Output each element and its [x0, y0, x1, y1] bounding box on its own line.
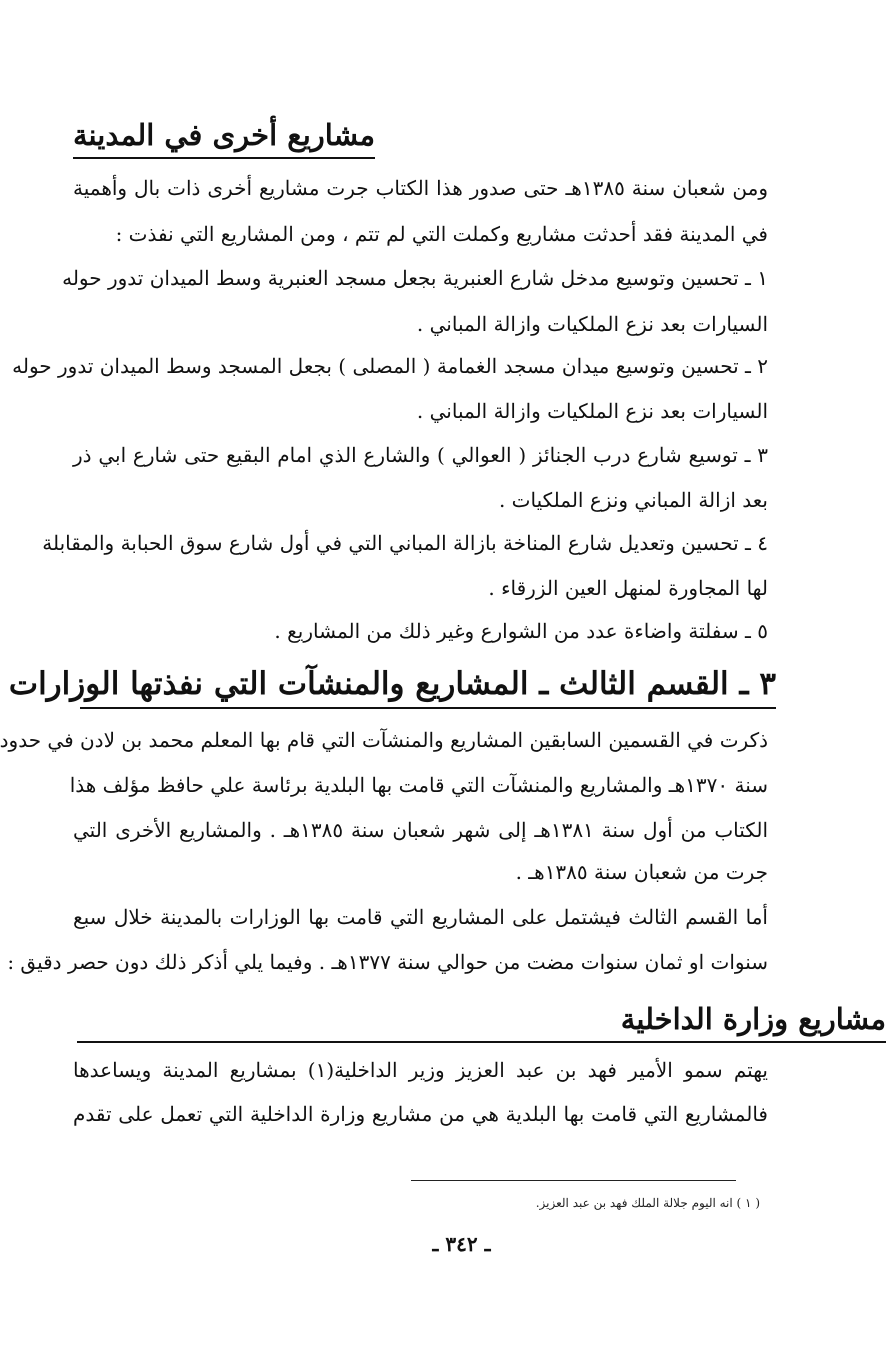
text-line: جرت من شعبان سنة ١٣٨٥هـ .	[515, 860, 768, 884]
text-line: سنة ١٣٧٠هـ والمشاريع والمنشآت التي قامت بها البلدية برئاسة علي حافظ مؤلف هذا	[69, 773, 768, 797]
section-heading-part-three: ٣ ـ القسم الثالث ـ المشاريع والمنشآت التي نفذتها الوزارات	[80, 666, 776, 709]
list-item: ٢ ـ تحسين وتوسيع ميدان مسجد الغمامة ( المصلى ) بجعل المسجد وسط الميدان تدور حوله	[12, 354, 768, 378]
text-line: ذكرت في القسمين السابقين المشاريع والمنشآت التي قام بها المعلم محمد بن لادن في حدود	[0, 728, 768, 752]
list-item-continuation: بعد ازالة المباني ونزع الملكيات .	[498, 488, 768, 512]
list-item: ٤ ـ تحسين وتعديل شارع المناخة بازالة المباني التي في أول شارع سوق الحبابة والمقابلة	[42, 531, 768, 555]
list-item: ٣ ـ توسيع شارع درب الجنائز ( العوالي ) والشارع الذي امام البقيع حتى شارع ابي ذر	[73, 443, 768, 467]
text-line: فالمشاريع التي قامت بها البلدية هي من مشاريع وزارة الداخلية التي تعمل على تقدم	[73, 1102, 768, 1126]
list-item-continuation: السيارات بعد نزع الملكيات وازالة المباني .	[416, 312, 768, 336]
section-heading-other-projects: مشاريع أخرى في المدينة	[73, 118, 375, 159]
text-line: يهتم سمو الأمير فهد بن عبد العزيز وزير الداخلية(١) بمشاريع المدينة ويساعدها	[73, 1058, 769, 1082]
list-item: ١ ـ تحسين وتوسيع مدخل شارع العنبرية بجعل مسجد العنبرية وسط الميدان تدور حوله	[62, 266, 768, 290]
text-line: الكتاب من أول سنة ١٣٨١هـ إلى شهر شعبان سنة ١٣٨٥هـ . والمشاريع الأخرى التي	[73, 818, 769, 842]
page-number: ـ ٣٤٢ ـ	[432, 1232, 491, 1256]
text-line: ومن شعبان سنة ١٣٨٥هـ حتى صدور هذا الكتاب جرت مشاريع أخرى ذات بال وأهمية	[73, 176, 768, 200]
footnote-divider	[411, 1180, 736, 1181]
list-item-continuation: السيارات بعد نزع الملكيات وازالة المباني .	[416, 399, 768, 423]
text-line: سنوات او ثمان سنوات مضت من حوالي سنة ١٣٧٧هـ . وفيما يلي أذكر ذلك دون حصر دقيق :	[7, 950, 768, 974]
section-heading-interior-ministry: مشاريع وزارة الداخلية	[77, 1002, 886, 1043]
list-item-continuation: لها المجاورة لمنهل العين الزرقاء .	[488, 576, 768, 600]
text-line: في المدينة فقد أحدثت مشاريع وكملت التي لم تتم ، ومن المشاريع التي نفذت :	[115, 222, 768, 246]
footnote: ( ١ ) انه اليوم جلالة الملك فهد بن عبد العزيز.	[535, 1196, 760, 1210]
text-line: أما القسم الثالث فيشتمل على المشاريع التي قامت بها الوزارات بالمدينة خلال سبع	[73, 905, 768, 929]
list-item: ٥ ـ سفلتة واضاءة عدد من الشوارع وغير ذلك من المشاريع .	[274, 619, 768, 643]
